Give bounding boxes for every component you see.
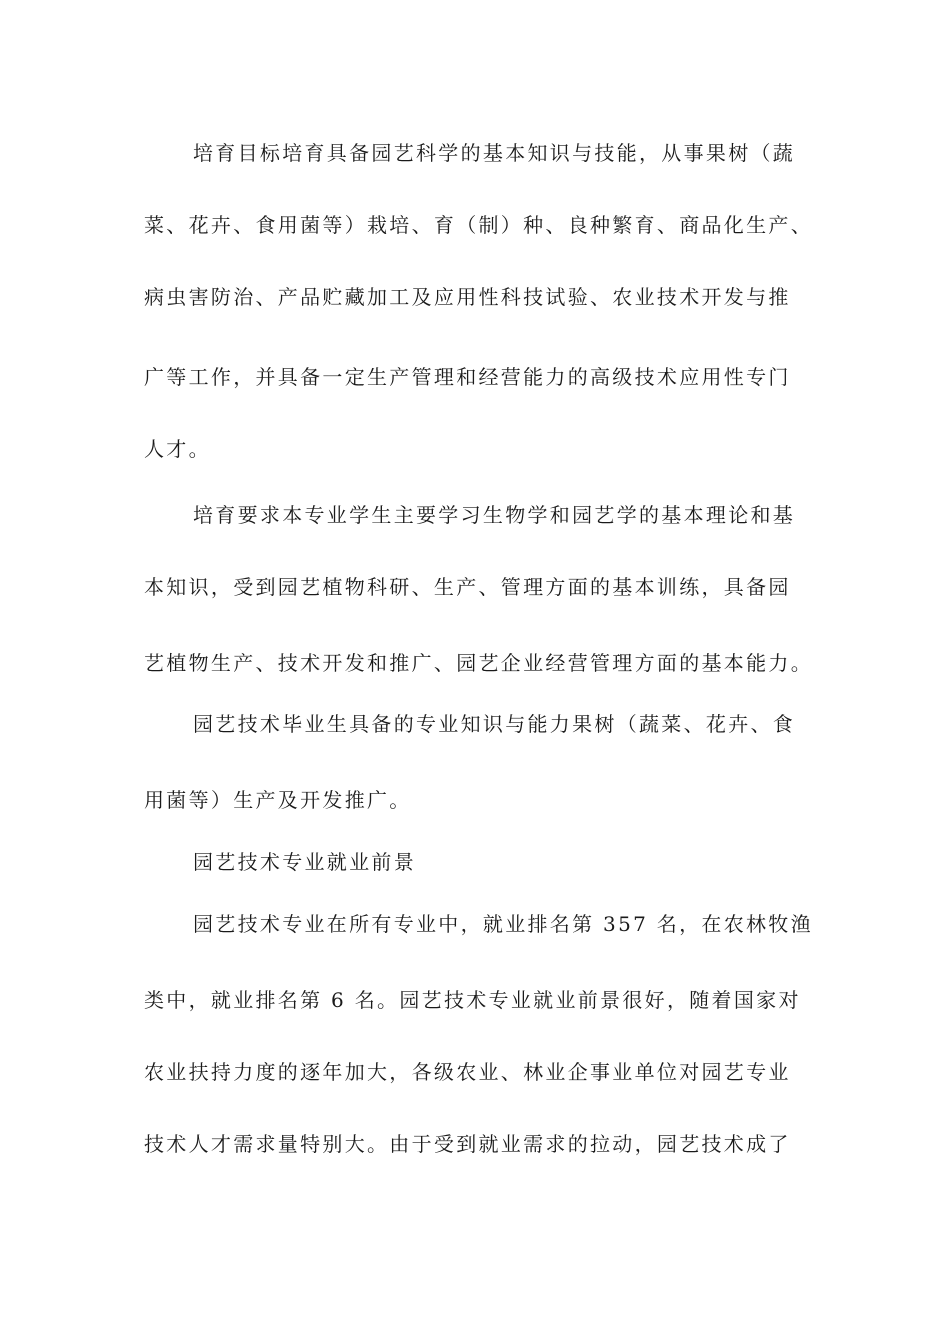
paragraph-1-line-4: 广等工作，并具备一定生产管理和经营能力的高级技术应用性专门 — [144, 365, 791, 389]
paragraph-3-line-1: 园艺技术毕业生具备的专业知识与能力果树（蔬菜、花卉、食 — [193, 712, 796, 736]
paragraph-2-line-3: 艺植物生产、技术开发和推广、园艺企业经营管理方面的基本能力。 — [144, 651, 813, 675]
paragraph-5-line-4: 技术人才需求量特别大。由于受到就业需求的拉动，园艺技术成了 — [144, 1132, 791, 1156]
paragraph-2-line-1: 培育要求本专业学生主要学习生物学和园艺学的基本理论和基 — [193, 503, 796, 527]
paragraph-5-line-3: 农业扶持力度的逐年加大，各级农业、林业企事业单位对园艺专业 — [144, 1060, 791, 1084]
paragraph-2-line-2: 本知识，受到园艺植物科研、生产、管理方面的基本训练，具备园 — [144, 575, 791, 599]
section-heading: 园艺技术专业就业前景 — [193, 850, 416, 874]
paragraph-1-line-3: 病虫害防治、产品贮藏加工及应用性科技试验、农业技术开发与推 — [144, 285, 791, 309]
paragraph-1-line-1: 培育目标培育具备园艺科学的基本知识与技能，从事果树（蔬 — [193, 141, 796, 165]
paragraph-1-line-2: 菜、花卉、食用菌等）栽培、育（制）种、良种繁育、商品化生产、 — [144, 213, 813, 237]
paragraph-5-line-1: 园艺技术专业在所有专业中，就业排名第 357 名，在农林牧渔 — [193, 912, 813, 936]
paragraph-5-line-2: 类中，就业排名第 6 名。园艺技术专业就业前景很好，随着国家对 — [144, 988, 801, 1012]
paragraph-1-line-5: 人才。 — [144, 437, 211, 461]
paragraph-3-line-2: 用菌等）生产及开发推广。 — [144, 788, 412, 812]
